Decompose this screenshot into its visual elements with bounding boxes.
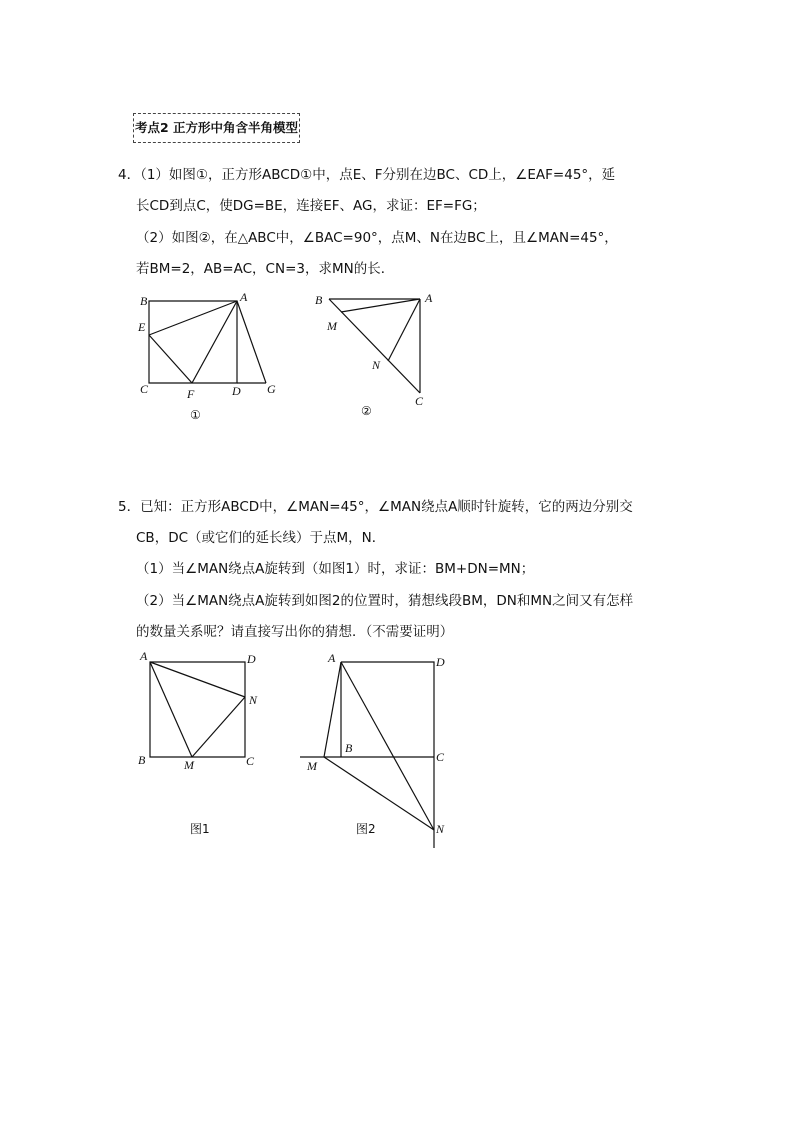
- label-a: A: [240, 290, 248, 304]
- problem4-figure1: [130, 285, 290, 425]
- segment-an: [388, 299, 420, 361]
- segment-am: [324, 662, 341, 757]
- figure-caption: ②: [361, 404, 372, 418]
- label-a: A: [328, 651, 336, 665]
- segment-ag: [237, 301, 266, 383]
- segment-mn: [324, 757, 434, 830]
- label-a: A: [425, 291, 433, 305]
- label-n: N: [436, 822, 445, 836]
- segment-an: [150, 662, 245, 697]
- square-abcd: [149, 301, 237, 383]
- segment-an: [341, 662, 434, 830]
- problem5-line1: 5．已知：正方形ABCD中，∠MAN=45°，∠MAN绕点A顺时针旋转，它的两边分别交: [118, 499, 633, 515]
- label-e: E: [138, 320, 146, 334]
- problem4-line2: 长CD到点C，使DG=BE，连接EF、AG，求证：EF=FG；: [136, 198, 486, 214]
- label-m: M: [307, 759, 317, 773]
- problem4-line3: （2）如图②，在△ABC中，∠BAC=90°，点M、N在边BC上，且∠MAN=45°，: [136, 230, 618, 246]
- label-c: C: [415, 394, 424, 408]
- label-f: F: [187, 387, 195, 401]
- segment-fa: [192, 301, 237, 383]
- problem5-line2: CB，DC（或它们的延长线）于点M，N．: [136, 530, 386, 546]
- problem4-line4: 若BM=2，AB=AC，CN=3，求MN的长．: [136, 261, 395, 277]
- label-m: M: [327, 319, 337, 333]
- label-b: B: [138, 753, 146, 767]
- segment-ef: [149, 335, 192, 383]
- label-a: A: [140, 649, 148, 663]
- section-tag: 考点2 正方形中角含半角模型: [133, 113, 300, 143]
- figure-caption: 图2: [356, 822, 376, 836]
- label-b: B: [315, 293, 323, 307]
- segment-ma: [150, 662, 192, 757]
- label-n: N: [249, 693, 258, 707]
- label-c: C: [246, 754, 255, 768]
- segment-bc: [329, 299, 420, 393]
- problem4-figure2: [305, 285, 450, 425]
- segment-ae: [149, 301, 237, 335]
- label-d: D: [232, 384, 241, 398]
- problem5-line3: （1）当∠MAN绕点A旋转到（如图1）时，求证：BM+DN=MN；: [136, 561, 535, 577]
- label-c: C: [436, 750, 445, 764]
- problem5-figure1: [130, 645, 280, 845]
- problem5-line4: （2）当∠MAN绕点A旋转到如图2的位置时，猜想线段BM，DN和MN之间又有怎样: [136, 593, 634, 609]
- problem5-line5: 的数量关系呢？请直接写出你的猜想．（不需要证明）: [136, 624, 454, 640]
- problem5-figure2: [295, 645, 465, 855]
- label-c: C: [140, 382, 149, 396]
- label-m: M: [184, 758, 194, 772]
- square-abcd: [150, 662, 245, 757]
- label-g: G: [267, 382, 276, 396]
- label-b: B: [140, 294, 148, 308]
- label-b: B: [345, 741, 353, 755]
- figure-caption: 图1: [190, 822, 210, 836]
- figure-caption: ①: [190, 408, 201, 422]
- label-d: D: [247, 652, 256, 666]
- label-d: D: [436, 655, 445, 669]
- problem4-line1: 4．（1）如图①，正方形ABCD①中，点E、F分别在边BC、CD上，∠EAF=45°，延: [118, 167, 616, 183]
- segment-am: [341, 299, 420, 312]
- segment-nm: [192, 697, 245, 757]
- label-n: N: [372, 358, 381, 372]
